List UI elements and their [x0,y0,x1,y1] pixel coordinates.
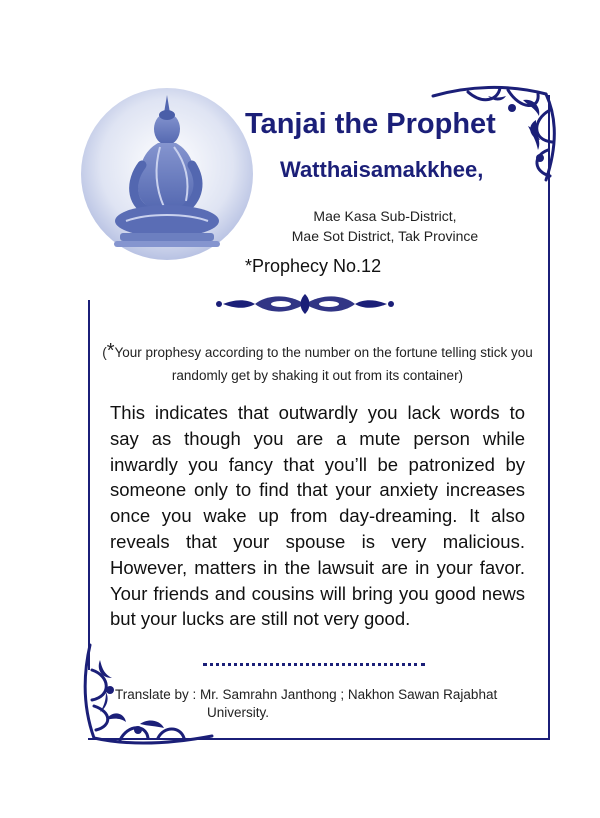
credit-line-1: Translate by : Mr. Samrahn Janthong ; Nakhon Sawan Rajabhat [115,687,498,702]
address-line-2: Mae Sot District, Tak Province [291,228,479,244]
dotted-separator [203,663,425,666]
temple-name: Watthaisamakkhee, [280,157,484,182]
note-text [100,340,535,387]
note-body: Your prophesy according to the number on the fortune telling stick you randomly get by shaking it out from its container) [114,345,533,383]
note-open-paren: ( [102,345,107,360]
prophecy-text: This indicates that outwardly you lack words to say as though you are a mute person while inwardly you fancy that you’ll be patronized by someone only to find that your anxiety increases once you wake up from day-dreaming. It also reveals that your spouse is very malicious. However, matters in the lawsuit are in your favor. Your friends and cousins will bring you good news but your lucks are still not very good. [110,402,525,630]
address-line-1: Mae Kasa Sub-District, [313,208,457,224]
credit-line-2: University. [207,705,270,720]
buddha-portrait-icon [78,85,256,263]
prophecy-number: *Prophecy No.12 [245,256,382,276]
note-asterisk: * [106,340,115,362]
page-title: Tanjai the Prophet [245,108,496,140]
card-border-left [88,300,90,670]
ornament-divider-icon [215,292,395,316]
translator-credit [115,686,535,722]
